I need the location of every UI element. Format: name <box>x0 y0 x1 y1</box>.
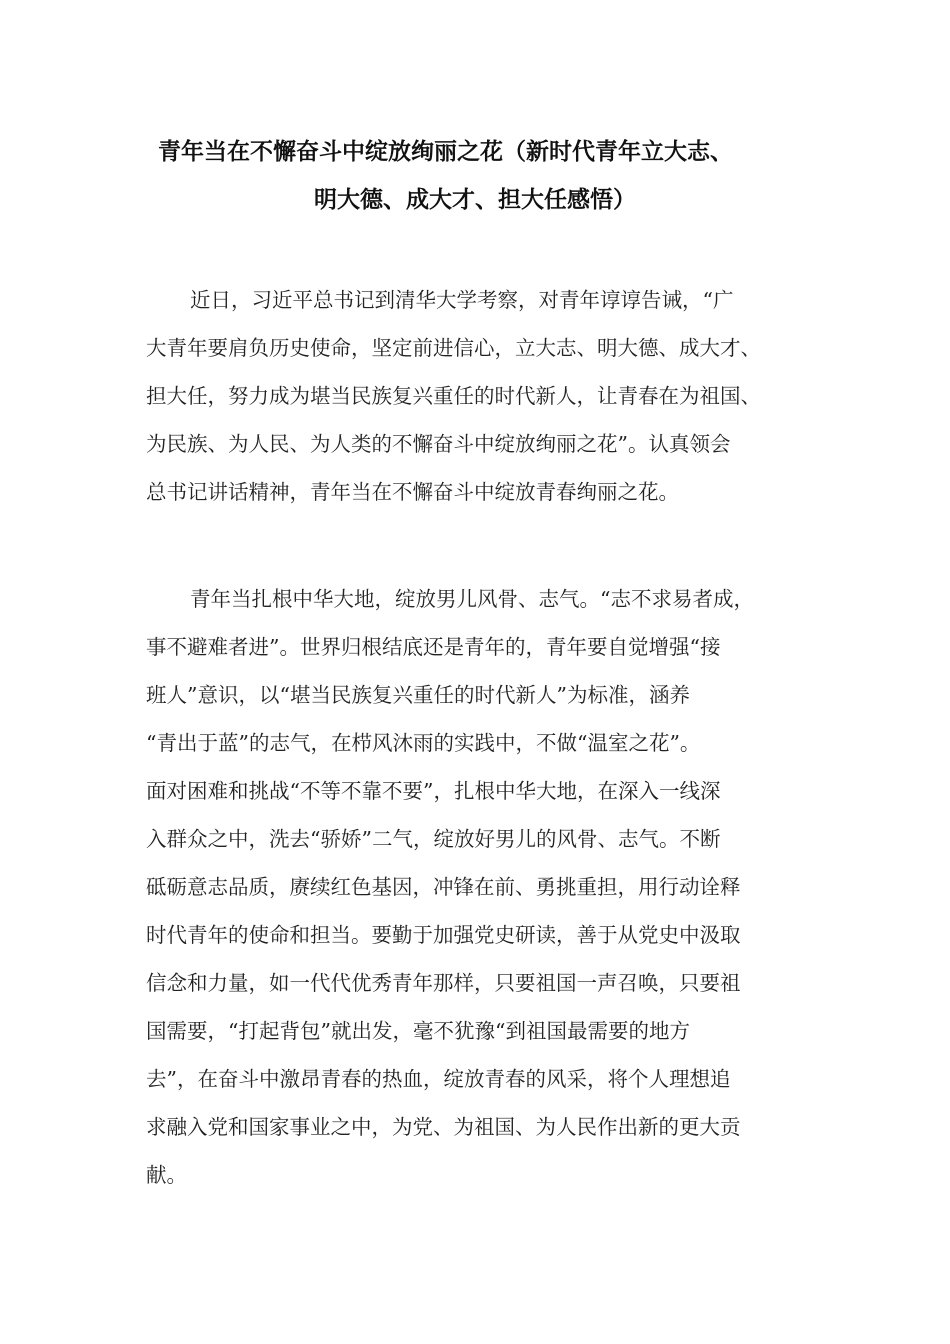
body-paragraph-2 <box>146 575 804 1199</box>
text-line: 面对困难和挑战“不等不靠不要”，扎根中华大地，在深入一线深 <box>146 779 721 803</box>
text-line: 担大任，努力成为堪当民族复兴重任的时代新人，让青春在为祖国、 <box>146 384 761 408</box>
text-line: 献。 <box>146 1163 187 1187</box>
text-line: 时代青年的使命和担当。要勤于加强党史研读，善于从党史中汲取 <box>146 923 741 947</box>
text-line: 为民族、为人民、为人类的不懈奋斗中绽放绚丽之花”。认真领会 <box>146 432 731 456</box>
text-line: 国需要，“打起背包”就出发，毫不犹豫“到祖国最需要的地方 <box>146 1019 690 1043</box>
text-line: 事不避难者进”。世界归根结底还是青年的，青年要自觉增强“接 <box>146 635 721 659</box>
title-line-1: 青年当在不懈奋斗中绽放绚丽之花（新时代青年立大志、 <box>158 139 733 165</box>
text-line: 砥砺意志品质，赓续红色基因，冲锋在前、勇挑重担，用行动诠释 <box>146 875 741 899</box>
text-line: 信念和力量，如一代代优秀青年那样，只要祖国一声召唤，只要祖 <box>146 971 741 995</box>
document-title <box>150 128 800 224</box>
text-line: 班人”意识，以“堪当民族复兴重任的时代新人”为标准，涵养 <box>146 683 690 707</box>
body-paragraph-1 <box>146 276 804 516</box>
text-line: 去”，在奋斗中激昂青春的热血，绽放青春的风采，将个人理想追 <box>146 1067 731 1091</box>
title-line-2: 明大德、成大才、担大任感悟） <box>314 187 636 213</box>
text-line: 近日，习近平总书记到清华大学考察，对青年谆谆告诫，“广 <box>190 288 734 312</box>
text-line: 入群众之中，洗去“骄娇”二气，绽放好男儿的风骨、志气。不断 <box>146 827 721 851</box>
text-line: 大青年要肩负历史使命，坚定前进信心，立大志、明大德、成大才、 <box>146 336 761 360</box>
text-line: 青年当扎根中华大地，绽放男儿风骨、志气。“志不求易者成， <box>190 587 754 611</box>
text-line: “青出于蓝”的志气，在栉风沐雨的实践中，不做“温室之花”。 <box>146 731 701 755</box>
text-line: 总书记讲话精神，青年当在不懈奋斗中绽放青春绚丽之花。 <box>146 480 679 504</box>
text-line: 求融入党和国家事业之中，为党、为祖国、为人民作出新的更大贡 <box>146 1115 741 1139</box>
